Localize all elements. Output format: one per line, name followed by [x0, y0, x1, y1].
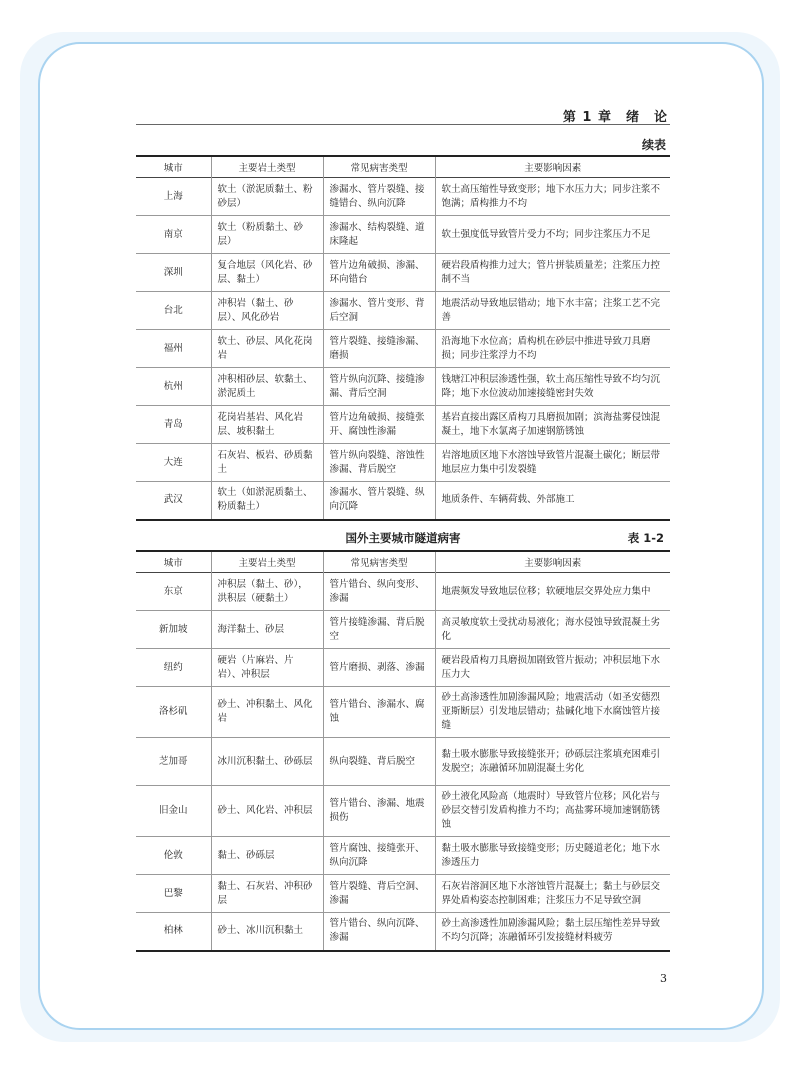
table-row	[136, 738, 670, 786]
cell-city: 杭州	[136, 368, 211, 406]
column-header-city: 城市	[136, 551, 211, 573]
table-row	[136, 482, 670, 520]
cell-damage: 渗漏水、管片裂缝、纵向沉降	[323, 482, 435, 520]
table-row	[136, 837, 670, 875]
cell-damage: 渗漏水、结构裂缝、道床隆起	[323, 216, 435, 254]
cell-soil: 冲积岩（黏土、砂层）、风化砂岩	[211, 292, 323, 330]
cell-damage: 纵向裂缝、背后脱空	[323, 738, 435, 786]
cell-damage: 管片接缝渗漏、背后脱空	[323, 611, 435, 649]
cell-factors: 砂土高渗透性加剧渗漏风险；黏土层压缩性差异导致不均匀沉降；冻融循环引发接缝材料疲劳	[435, 913, 670, 951]
table-row	[136, 913, 670, 951]
cell-damage: 管片裂缝、接缝渗漏、磨损	[323, 330, 435, 368]
table-row	[136, 216, 670, 254]
cell-factors: 砂土高渗透性加剧渗漏风险；地震活动（如圣安德烈亚斯断层）引发地层错动；盐碱化地下水腐蚀管片接缝	[435, 687, 670, 738]
cell-city: 洛杉矶	[136, 687, 211, 738]
table-row	[136, 406, 670, 444]
cell-soil: 复合地层（风化岩、砂层、黏土）	[211, 254, 323, 292]
table-row	[136, 330, 670, 368]
table-row	[136, 368, 670, 406]
cell-factors: 地质条件、车辆荷载、外部施工	[435, 482, 670, 520]
cell-damage: 管片纵向裂缝、溶蚀性渗漏、背后脱空	[323, 444, 435, 482]
cell-city: 大连	[136, 444, 211, 482]
cell-damage: 管片错台、渗漏、地震损伤	[323, 786, 435, 837]
cell-soil: 黏土、砂砾层	[211, 837, 323, 875]
cell-soil: 花岗岩基岩、风化岩层、坡积黏土	[211, 406, 323, 444]
cell-factors: 硬岩段盾构推力过大；管片拼装质量差；注浆压力控制不当	[435, 254, 670, 292]
cell-factors: 高灵敏度软土受扰动易液化；海水侵蚀导致混凝土劣化	[435, 611, 670, 649]
cell-city: 伦敦	[136, 837, 211, 875]
table-row	[136, 649, 670, 687]
cell-city: 巴黎	[136, 875, 211, 913]
cell-soil: 软土（粉质黏土、砂层）	[211, 216, 323, 254]
cell-soil: 软土（如淤泥质黏土、粉质黏土）	[211, 482, 323, 520]
cell-city: 深圳	[136, 254, 211, 292]
cell-factors: 沿海地下水位高；盾构机在砂层中推进导致刀具磨损；同步注浆浮力不均	[435, 330, 670, 368]
cell-city: 青岛	[136, 406, 211, 444]
cell-factors: 岩溶地质区地下水溶蚀导致管片混凝土碳化；断层带地层应力集中引发裂缝	[435, 444, 670, 482]
cell-city: 东京	[136, 573, 211, 611]
cell-soil: 硬岩（片麻岩、片岩）、冲积层	[211, 649, 323, 687]
cell-factors: 石灰岩溶洞区地下水溶蚀管片混凝土；黏土与砂层交界处盾构姿态控制困难；注浆压力不足导致空洞	[435, 875, 670, 913]
column-header-damage: 常见病害类型	[323, 551, 435, 573]
cell-factors: 地震活动导致地层错动；地下水丰富；注浆工艺不完善	[435, 292, 670, 330]
page-number: 3	[660, 972, 667, 985]
cell-damage: 管片边角破损、渗漏、环向错台	[323, 254, 435, 292]
cell-city: 芝加哥	[136, 738, 211, 786]
cell-factors: 基岩直接出露区盾构刀具磨损加剧；滨海盐雾侵蚀混凝土，地下水氯离子加速钢筋锈蚀	[435, 406, 670, 444]
column-header-damage: 常见病害类型	[323, 156, 435, 178]
cell-city: 纽约	[136, 649, 211, 687]
cell-city: 新加坡	[136, 611, 211, 649]
cell-damage: 管片纵向沉降、接缝渗漏、背后空洞	[323, 368, 435, 406]
column-header-city: 城市	[136, 156, 211, 178]
table2-title: 国外主要城市隧道病害	[345, 531, 461, 545]
cell-city: 南京	[136, 216, 211, 254]
column-header-soil: 主要岩土类型	[211, 551, 323, 573]
table-header-row	[136, 156, 670, 178]
header-rule	[136, 124, 670, 125]
chapter-header: 第 1 章 绪 论	[562, 110, 668, 125]
continued-label: 续表	[641, 138, 666, 152]
cell-soil: 冲积层（黏土、砂），洪积层（硬黏土）	[211, 573, 323, 611]
table-row	[136, 687, 670, 738]
cell-soil: 砂土、冲积黏土、风化岩	[211, 687, 323, 738]
table-row	[136, 444, 670, 482]
table2-number: 表 1-2	[627, 531, 664, 545]
cell-city: 武汉	[136, 482, 211, 520]
cell-factors: 地震频发导致地层位移；软硬地层交界处应力集中	[435, 573, 670, 611]
cell-damage: 管片错台、纵向沉降、渗漏	[323, 913, 435, 951]
table-row	[136, 573, 670, 611]
table-row	[136, 875, 670, 913]
cell-soil: 黏土、石灰岩、冲积砂层	[211, 875, 323, 913]
cell-damage: 管片错台、纵向变形、渗漏	[323, 573, 435, 611]
cell-soil: 软土（淤泥质黏土、粉砂层）	[211, 178, 323, 216]
cell-city: 福州	[136, 330, 211, 368]
cell-soil: 冰川沉积黏土、砂砾层	[211, 738, 323, 786]
cell-damage: 管片错台、渗漏水、腐蚀	[323, 687, 435, 738]
table-row	[136, 786, 670, 837]
table-row	[136, 292, 670, 330]
cell-damage: 管片磨损、剥落、渗漏	[323, 649, 435, 687]
cell-damage: 渗漏水、管片变形、背后空洞	[323, 292, 435, 330]
cell-soil: 海洋黏土、砂层	[211, 611, 323, 649]
table-header-row	[136, 551, 670, 573]
cell-factors: 软土高压缩性导致变形；地下水压力大；同步注浆不饱满；盾构推力不均	[435, 178, 670, 216]
column-header-factors: 主要影响因素	[524, 558, 582, 569]
cell-damage: 渗漏水、管片裂缝、接缝错台、纵向沉降	[323, 178, 435, 216]
column-header-factors: 主要影响因素	[524, 163, 582, 174]
table-row	[136, 178, 670, 216]
cell-city: 上海	[136, 178, 211, 216]
cell-city: 台北	[136, 292, 211, 330]
cell-soil: 软土、砂层、风化花岗岩	[211, 330, 323, 368]
cell-factors: 硬岩段盾构刀具磨损加剧致管片振动；冲积层地下水压力大	[435, 649, 670, 687]
cell-damage: 管片边角破损、接缝张开、腐蚀性渗漏	[323, 406, 435, 444]
cell-factors: 黏土吸水膨胀导致接缝张开；砂砾层注浆填充困难引发脱空；冻融循环加剧混凝土劣化	[435, 738, 670, 786]
cell-city: 柏林	[136, 913, 211, 951]
column-header-soil: 主要岩土类型	[211, 156, 323, 178]
cell-factors: 黏土吸水膨胀导致接缝变形；历史隧道老化；地下水渗透压力	[435, 837, 670, 875]
cell-factors: 软土强度低导致管片受力不均；同步注浆压力不足	[435, 216, 670, 254]
cell-soil: 冲积相砂层、软黏土、淤泥质土	[211, 368, 323, 406]
table-foreign-cities	[136, 550, 670, 952]
table-domestic-cities	[136, 155, 670, 521]
cell-factors: 砂土液化风险高（地震时）导致管片位移；风化岩与砂层交替引发盾构推力不均；高盐雾环境加速钢筋锈蚀	[435, 786, 670, 837]
cell-factors: 钱塘江冲积层渗透性强，软土高压缩性导致不均匀沉降；地下水位波动加速接缝密封失效	[435, 368, 670, 406]
cell-city: 旧金山	[136, 786, 211, 837]
cell-soil: 石灰岩、板岩、砂质黏土	[211, 444, 323, 482]
table-row	[136, 611, 670, 649]
cell-damage: 管片裂缝、背后空洞、渗漏	[323, 875, 435, 913]
cell-soil: 砂土、冰川沉积黏土	[211, 913, 323, 951]
table-row	[136, 254, 670, 292]
cell-soil: 砂土、风化岩、冲积层	[211, 786, 323, 837]
cell-damage: 管片腐蚀、接缝张开、纵向沉降	[323, 837, 435, 875]
table2-caption	[136, 530, 670, 546]
